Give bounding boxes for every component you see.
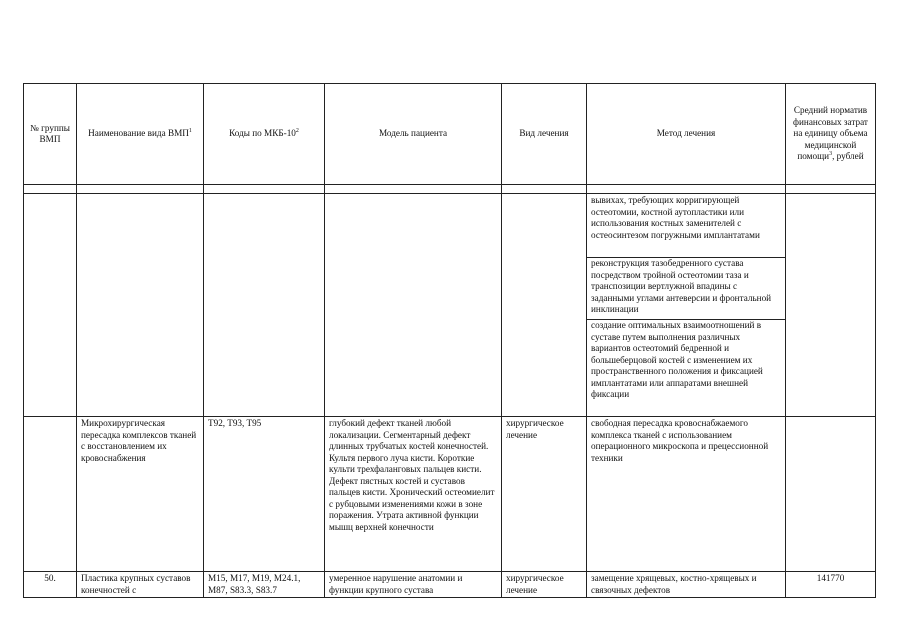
table-row-continuation (24, 194, 876, 417)
method-item: вывихах, требующих корригирующей остеотомии, костной аутопластики или использования костных заменителей с остеосинтезом погружными имплантатами (587, 195, 785, 258)
mkb-codes-cell: T92, T93, T95 (204, 417, 325, 572)
empty-cell (24, 194, 77, 417)
header-mkb-codes: Коды по МКБ-$10^2$ (204, 84, 325, 185)
method-cell: свободная пересадка кровоснабжаемого комплекса тканей с использованием операционного микроскопа и прецессионной техники (587, 417, 786, 572)
empty-cell (204, 194, 325, 417)
empty-cell (786, 417, 876, 572)
table-row-group-50 (24, 572, 876, 598)
column-number-cell (204, 185, 325, 194)
column-number-cell (502, 185, 587, 194)
column-number-cell (587, 185, 786, 194)
treatment-type-cell: хирургическое лечение (502, 417, 587, 572)
header-treatment-method: Метод лечения (587, 84, 786, 185)
table-header-row (24, 84, 876, 185)
patient-model-cell: глубокий дефект тканей любой локализации. Сегментарный дефект длинных трубчатых костей конечностей. Культя первого луча кисти. Короткие культи трехфаланговых пальцев кисти. Дефект пястных костей и суставов пальцев кисти. Хронический остеомиелит с рубцовыми изменениями кожи в зоне поражения. Утрата активной функции мышц верхней конечности (325, 417, 502, 572)
column-number-cell (77, 185, 204, 194)
empty-cell (786, 194, 876, 417)
vmp-name-cell: Микрохирургическая пересадка комплексов тканей с восстановлением их кровоснабжения (77, 417, 204, 572)
treatment-type-cell: хирургическое лечение (502, 572, 587, 598)
column-number-cell (24, 185, 77, 194)
header-treatment-type: Вид лечения (502, 84, 587, 185)
method-cell (587, 194, 786, 417)
empty-cell (502, 194, 587, 417)
header-patient-model: Модель пациента (325, 84, 502, 185)
empty-cell (325, 194, 502, 417)
group-number-cell: 50. (24, 572, 77, 598)
header-average-cost: Средний норматив финансовых затрат на единицу объема медицинской помощи$^3$, рублей (786, 84, 876, 185)
average-cost-cell: 141770 (786, 572, 876, 598)
method-item: создание оптимальных взаимоотношений в суставе путем выполнения различных вариантов остеотомий бедренной и большеберцовой костей с изменением их пространственного положения и фиксацией имплантатами или аппаратами внешней фиксации (591, 320, 763, 399)
patient-model-cell: умеренное нарушение анатомии и функции крупного сустава (325, 572, 502, 598)
method-item: реконструкция тазобедренного сустава посредством тройной остеотомии таза и транспозиции вертлужной впадины с заданными углами антеверсии и фронтальной инклинации (587, 258, 785, 320)
empty-cell (77, 194, 204, 417)
header-vmp-name: Наименование вида ВМП$^1$ (77, 84, 204, 185)
column-number-cell (325, 185, 502, 194)
empty-cell (24, 417, 77, 572)
column-number-cell (786, 185, 876, 194)
method-cell: замещение хрящевых, костно-хрящевых и связочных дефектов (587, 572, 786, 598)
header-group-number: № группы ВМП (24, 84, 77, 185)
column-number-row (24, 185, 876, 194)
vmp-table (23, 83, 876, 598)
mkb-codes-cell: M15, M17, M19, M24.1, M87, S83.3, S83.7 (204, 572, 325, 598)
table-row-microsurgery (24, 417, 876, 572)
vmp-name-cell: Пластика крупных суставов конечностей с (77, 572, 204, 598)
